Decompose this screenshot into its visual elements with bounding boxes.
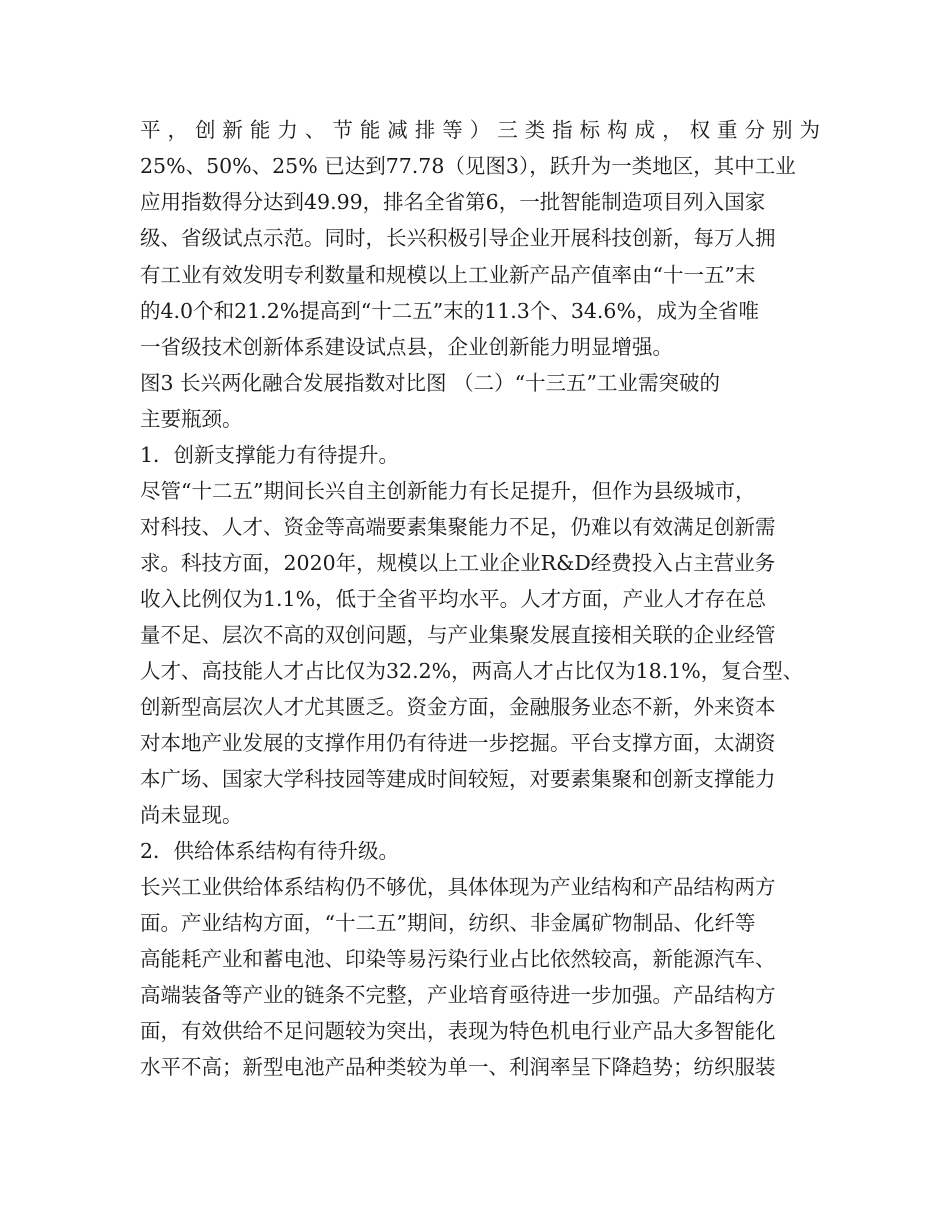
text-line: 高端装备等产业的链条不完整，产业培育亟待进一步加强。产品结构方 [140, 983, 776, 1007]
text-line: 尽管“十二五”期间长兴自主创新能力有长足提升，但作为县级城市， [140, 479, 756, 503]
text-line: 面，有效供给不足问题较为突出，表现为特色机电行业产品大多智能化 [140, 1019, 776, 1043]
section-heading-1: 1．创新支撑能力有待提升。 [140, 443, 400, 467]
text-line: 求。科技方面，2020年，规模以上工业企业R&D经费投入占主营业务 [140, 551, 776, 575]
text-line: 对本地产业发展的支撑作用仍有待进一步挖掘。平台支撑方面，太湖资 [140, 731, 776, 755]
text-line: 有工业有效发明专利数量和规模以上工业新产品产值率由“十一五”末 [140, 263, 756, 287]
text-line: 收入比例仅为1.1%，低于全省平均水平。人才方面，产业人才存在总 [140, 587, 767, 611]
text-line: 主要瓶颈。 [140, 407, 243, 431]
text-line: 应用指数得分达到49.99，排名全省第6，一批智能制造项目列入国家 [140, 190, 766, 214]
text-line: 的4.0个和21.2%提高到“十二五”末的11.3个、34.6%，成为全省唯 [140, 299, 759, 323]
text-line: 一省级技术创新体系建设试点县，企业创新能力明显增强。 [140, 335, 673, 359]
text-line: 长兴工业供给体系结构仍不够优，具体体现为产业结构和产品结构两方 [140, 875, 776, 899]
text-line: 级、省级试点示范。同时，长兴积极引导企业开展科技创新，每万人拥 [140, 226, 776, 250]
section-heading-2: 2．供给体系结构有待升级。 [140, 839, 400, 863]
text-line: 25%、50%、25% 已达到77.78（见图3），跃升为一类地区，其中工业 [140, 154, 796, 178]
text-line: 面。产业结构方面，“十二五”期间，纺织、非金属矿物制品、化纤等 [140, 911, 756, 935]
text-line: 量不足、层次不高的双创问题，与产业集聚发展直接相关联的企业经管 [140, 623, 776, 647]
text-line: 对科技、人才、资金等高端要素集聚能力不足，仍难以有效满足创新需 [140, 515, 776, 539]
text-line: 高能耗产业和蓄电池、印染等易污染行业占比依然较高，新能源汽车、 [140, 947, 776, 971]
text-line: 尚未显现。 [140, 803, 243, 827]
text-line: 本广场、国家大学科技园等建成时间较短，对要素集聚和创新支撑能力 [140, 767, 776, 791]
text-line: 平，创新能力、节能减排等）三类指标构成，权重分别为 [140, 118, 820, 142]
figure-caption-and-heading: 图3 长兴两化融合发展指数对比图 （二）“十三五”工业需突破的 [140, 371, 721, 395]
text-line: 水平不高；新型电池产品种类较为单一、利润率呈下降趋势；纺织服装 [140, 1055, 776, 1079]
text-line: 人才、高技能人才占比仅为32.2%，两高人才占比仅为18.1%，复合型、 [140, 659, 804, 683]
text-line: 创新型高层次人才尤其匮乏。资金方面，金融服务业态不新，外来资本 [140, 695, 776, 719]
